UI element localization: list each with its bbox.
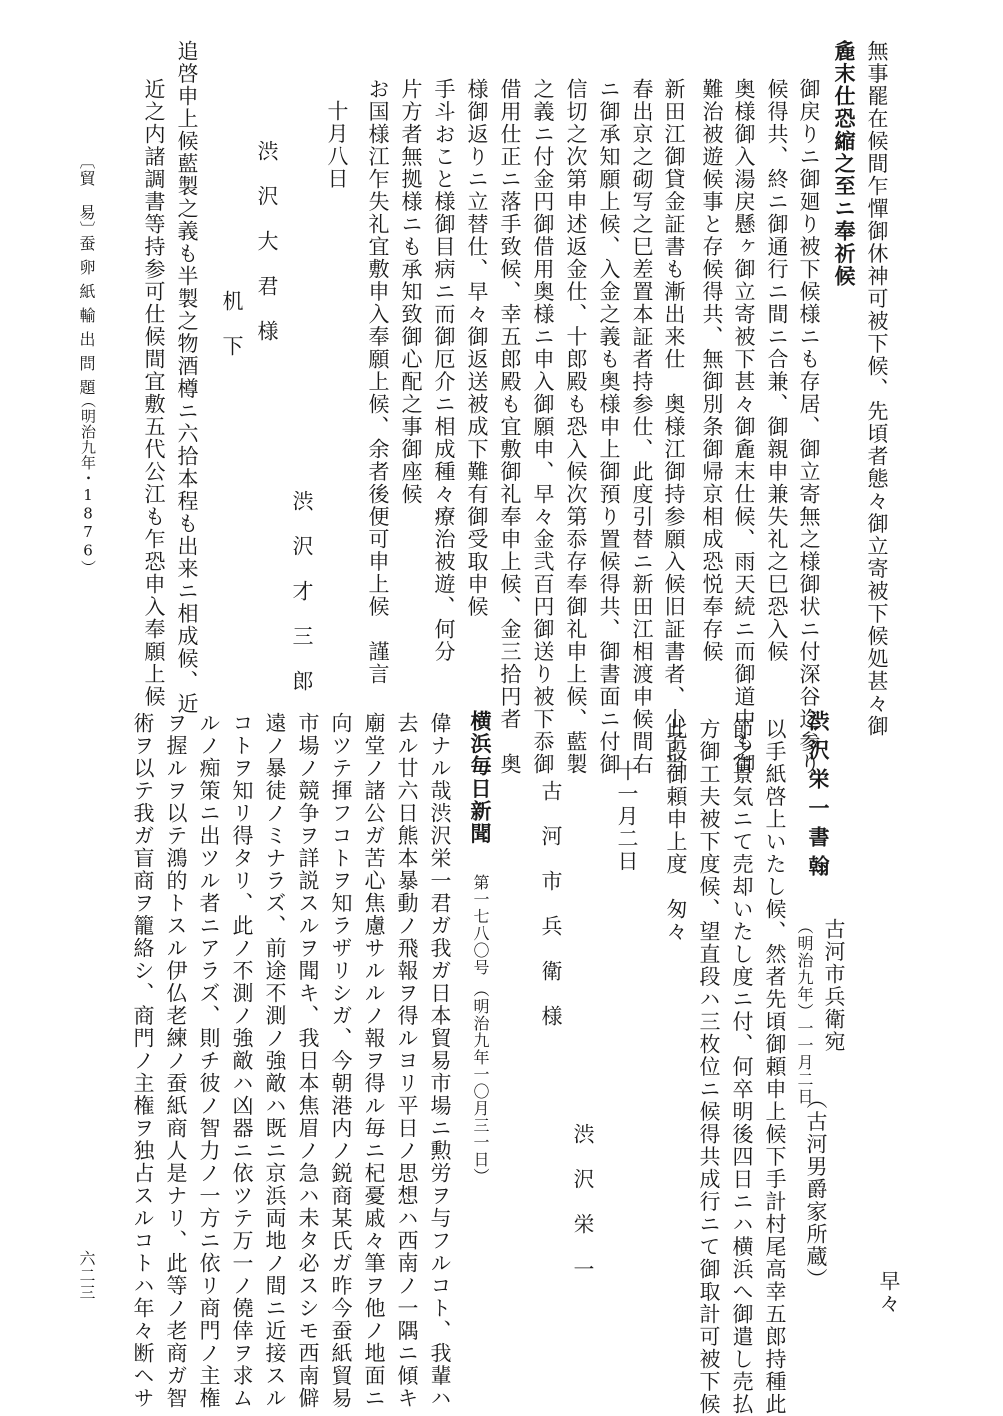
lower-letter-date: 十一月二日 xyxy=(615,760,639,873)
lower-letter-line: 以手紙啓上いたし候、然者先頃御頼申上候下手計村尾高幸五郎持種此 xyxy=(763,718,787,1416)
newspaper-line: コトヲ知リ得タリ、此ノ不測ノ強敵ハ凶器ニ依ツテ万一ノ僥倖ヲ求ム xyxy=(230,712,254,1410)
newspaper-title: 横浜毎日新聞 xyxy=(468,710,493,845)
lower-letter-line: 方御工夫被下度候、望直段ハ三枚位ニ候得共成行ニて御取計可被下候 xyxy=(697,718,721,1416)
upper-letter-sender: 渋 沢 才 三 郎 xyxy=(290,490,314,693)
upper-letter-line: 新田江御貸金証書も漸出来仕 奥様江御持参願入候旧証書者、小子当 xyxy=(662,78,686,776)
letter-heading: 渋沢栄一書翰 xyxy=(806,710,831,884)
upper-letter-line: 様御返りニ立替仕、早々御返送被成下難有御受取申候 xyxy=(465,78,489,618)
newspaper-line: ヲ握ルヲ以テ鴻的トスル伊仏老練ノ蚕紙商人是ナリ、此等ノ老商ガ智 xyxy=(164,712,188,1410)
upper-letter-line: 難治被遊候事と存候得共、無御別条御帰京相成恐悦奉存候 xyxy=(700,78,724,663)
newspaper-line: 向ツテ揮フコトヲ知ラザリシガ、今朝港内ノ鋭商某氏ガ昨今蚕紙貿易 xyxy=(329,712,353,1410)
newspaper-line: 市場ノ競争ヲ詳説スルヲ聞キ、我日本焦眉ノ急ハ未タ必スシモ西南僻 xyxy=(296,712,320,1410)
upper-letter-line: 片方者無拠様ニも承知致御心配之事御座候 xyxy=(399,78,423,506)
newspaper-line: 術ヲ以テ我ガ盲商ヲ籠絡シ、商門ノ主権ヲ独占スルコトハ年々断ヘサ xyxy=(131,712,155,1410)
upper-letter-date: 十月八日 xyxy=(325,100,349,190)
page-number: 六二三 xyxy=(77,1250,96,1301)
upper-letter-line: 信切之次第申述返金仕、十郎殿も恐入候次第忝存奉御礼申上候、藍製 xyxy=(564,78,588,776)
lower-letter-line: 此段御頼申上度 匆々 xyxy=(664,718,688,943)
upper-letter-honorific: 机 下 xyxy=(220,290,244,358)
upper-letter-addressee: 渋 沢 大 君 様 xyxy=(255,140,279,343)
upper-letter-line: 之義ニ付金円御借用奥様ニ申入御願申、早々金弐百円御送り被下忝御 xyxy=(531,78,555,776)
upper-letter-postscript: 追啓申上候藍製之義も半製之物酒樽ニ六拾本程も出来ニ相成候、近 xyxy=(175,40,199,715)
newspaper-line: 去ル廿六日熊本暴動ノ飛報ヲ得ルヨリ平日ノ思想ハ西南ノ一隅ニ傾キ xyxy=(395,712,419,1410)
newspaper-line: 偉ナル哉渋沢栄一君ガ我ガ日本貿易市場ニ勲労ヲ与フルコト、我輩ハ xyxy=(428,712,452,1410)
lower-letter-line: 節之景気ニて売却いたし度ニ付、何卒明後四日ニハ横浜へ御遣し売払 xyxy=(730,718,754,1416)
upper-letter-line: 御戻りニ御廻り被下候様ニも存居、御立寄無之様御状ニ付深谷迄参り xyxy=(797,78,821,776)
lower-letter-sender: 渋 沢 栄 一 xyxy=(571,1123,595,1281)
letter-date-note: （明治九年）一一月二日 xyxy=(795,918,814,1105)
upper-letter-line: お国様江乍失礼宜敷申入奉願上候、余者後便可申上候 謹言 xyxy=(366,78,390,686)
upper-letter-line: 麁末仕恐縮之至ニ奉祈候 xyxy=(832,40,857,288)
upper-letter-line: 候得共、終ニ御通行ニ間ニ合兼、御親申兼失礼之巳恐入候 xyxy=(765,78,789,663)
recipient-line: 古河市兵衛宛 xyxy=(822,918,846,1053)
newspaper-issue: 第一七八〇号 xyxy=(471,874,490,976)
upper-letter-postscript: 近之内諸調書等持参可仕候間宜敷五代公江も乍恐申入奉願上候 xyxy=(142,78,166,708)
sidebar-topic: 蚕卵紙輸出問題 xyxy=(77,235,96,403)
upper-letter-line: 奥様御入湯戻懸ヶ御立寄被下甚々御麁末仕候、雨天続ニ而御道中も御 xyxy=(732,78,756,776)
newspaper-line: 廟堂ノ諸公ガ苦心焦慮サルルノ報ヲ得ル毎ニ杞憂戚々筆ヲ他ノ地面ニ xyxy=(362,712,386,1410)
sidebar-era: （明治九年・1876） xyxy=(79,393,97,576)
closing: 早々 xyxy=(877,1270,901,1315)
sidebar-category: 〔貿 易〕 xyxy=(77,153,96,238)
lower-letter-addressee: 古 河 市 兵 衛 様 xyxy=(539,780,563,1028)
letter-source: （古河男爵家所蔵） xyxy=(804,1088,828,1291)
newspaper-line: 遠ノ暴徒ノミナラズ、前途不測ノ強敵ハ既ニ京浜両地ノ間ニ近接スル xyxy=(263,712,287,1410)
upper-letter-line: ニ御承知願上候、入金之義も奥様申上御預り置候得共、御書面ニ付御 xyxy=(597,78,621,776)
upper-letter-line: 春出京之砌写之巳差置本証者持参仕、此度引替ニ新田江相渡申候間右 xyxy=(630,78,654,776)
upper-letter-line: 無事罷在候間乍憚御休神可被下候、先頃者態々御立寄被下候処甚々御 xyxy=(865,40,889,738)
newspaper-date: （明治九年一〇月三一日） xyxy=(471,981,490,1185)
upper-letter-line: 手斗おこと様御目病ニ而御厄介ニ相成種々療治被遊、何分 xyxy=(432,78,456,663)
newspaper-line: ルノ痴策ニ出ツル者ニアラズ、則チ彼ノ智力ノ一方ニ依リ商門ノ主権 xyxy=(197,712,221,1410)
upper-letter-line: 借用仕正ニ落手致候、幸五郎殿も宜敷御礼奉申上候、金三拾円者 奥 xyxy=(498,78,522,776)
